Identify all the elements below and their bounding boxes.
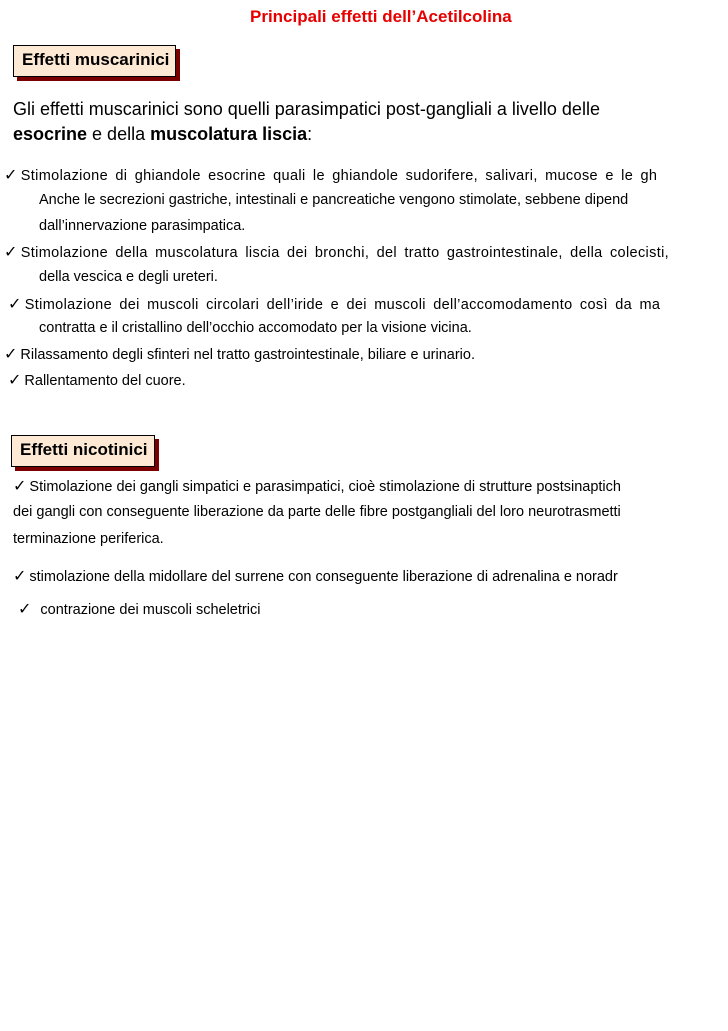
muscarinic-item-3-line-2: contratta e il cristallino dell’occhio accomodato per la visione vicina. [39,320,472,336]
muscarinic-item-4: ✓ Rilassamento degli sfinteri nel tratto gastrointestinale, biliare e urinario. [4,346,475,363]
muscarinic-item-1-line-3: dall’innervazione parasimpatica. [39,218,246,234]
intro-end: : [307,124,313,144]
check-icon: ✓ [18,601,32,618]
check-icon: ✓ [8,296,22,313]
muscarinic-item-2-line-2: della vescica e degli ureteri. [39,269,218,285]
nicotinic-item-3: ✓ contrazione dei muscoli scheletrici [18,601,261,618]
intro-line-2 [13,124,312,145]
muscarinic-item-2-line-1: ✓ Stimolazione della muscolatura liscia dei bronchi, del tratto gastrointestinale, della colecisti, [4,244,670,261]
nicotinic-item-1-line-1: ✓ Stimolazione dei gangli simpatici e parasimpatici, cioè stimolazione di strutture postsinaptich [13,478,621,495]
nicotinic-item-2: ✓ stimolazione della midollare del surrene con conseguente liberazione di adrenalina e noradr [13,568,618,585]
check-icon: ✓ [13,568,27,585]
check-icon: ✓ [8,372,22,389]
muscarinic-heading: Effetti muscarinici [22,50,170,69]
muscarinic-item-1-line-2: Anche le secrezioni gastriche, intestinali e pancreatiche vengono stimolate, sebbene dipend [39,192,629,208]
muscarinic-heading-box [13,45,176,77]
check-icon: ✓ [13,478,27,495]
nicotinic-item-1-line-3: terminazione periferica. [13,531,164,547]
intro-bold-esocrine: esocrine [13,124,88,144]
check-icon: ✓ [4,244,18,261]
nicotinic-heading-box [11,435,155,467]
nicotinic-item-1-line-2: dei gangli con conseguente liberazione da parte delle fibre postgangliali del loro neurotrasmetti [13,504,621,520]
page-title: Principali effetti dell’Acetilcolina [250,7,512,26]
check-icon: ✓ [4,346,18,363]
muscarinic-item-3-line-1: ✓ Stimolazione dei muscoli circolari dell’iride e dei muscoli dell’accomodamento così da ma [8,296,661,313]
nicotinic-heading: Effetti nicotinici [20,440,148,459]
intro-mid-text: e della [87,124,151,144]
check-icon: ✓ [4,167,18,184]
muscarinic-item-5: ✓ Rallentamento del cuore. [8,372,186,389]
muscarinic-item-1-line-1: ✓ Stimolazione di ghiandole esocrine quali le ghiandole sudorifere, salivari, mucose e le gh [4,167,658,184]
intro-line-1: Gli effetti muscarinici sono quelli parasimpatici post-gangliali a livello delle [13,99,600,119]
intro-bold-muscolatura: muscolatura liscia [150,124,308,144]
